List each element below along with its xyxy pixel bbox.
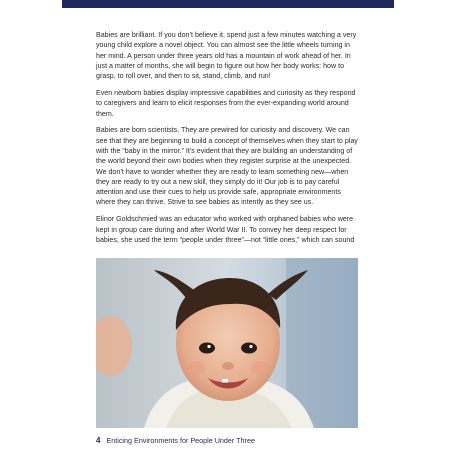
smiling-baby-photo [96, 258, 358, 428]
page-footer [96, 436, 255, 448]
header-color-band [62, 0, 394, 8]
paragraph-3: Babies are born scientists. They are prewired for curiosity and discovery. We can see that they are beginning to build a concept of themselves when they start to play with the “baby in the mirror.” It’s evident that they are building an understanding of the world beyond their own bodies when they register surprise at the unexpected. We don’t have to wonder whether they are ready to learn something new—when they are ready to try out a new skill, they simply do it! Our job is to pay careful attention and use their cues to help us provide safe, appropriate environments where they can thrive. Strive to see babies as intently as they see us. [96, 126, 358, 207]
body-text [96, 30, 358, 252]
paragraph-2: Even newborn babies display impressive capabilities and curiosity as they respond to caregivers and learn to elicit responses from the ever-expanding world around them. [96, 88, 356, 118]
paragraph-1: Babies are brilliant. If you don’t believe it, spend just a few minutes watching a very young child explore a novel object. You can almost see the little wheels turning in her mind. A person under three years old has a mountain of work ahead of her. In just a matter of months, she will begin to figure out how her body works: how to grasp, to roll over, and then to sit, stand, climb, and run! [96, 31, 357, 81]
running-title: Enticing Environments for People Under Three [106, 436, 255, 445]
paragraph-4: Elinor Goldschmied was an educator who worked with orphaned babies who were kept in group care during and after World War II. To convey her deep respect for babies, she used the term “people under three”—not “little ones,” which can sound [96, 215, 355, 244]
page-number: 4 [96, 436, 101, 445]
